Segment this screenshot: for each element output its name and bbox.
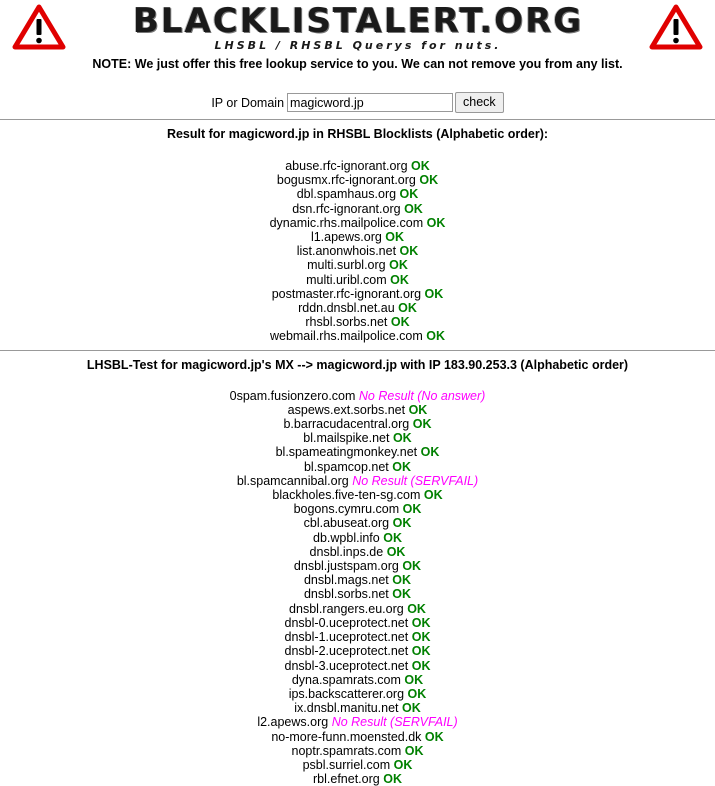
list-item <box>0 445 715 459</box>
blocklist-name: ips.backscatterer.org <box>288 686 405 701</box>
status-ok: OK <box>401 701 421 716</box>
blocklist-name: webmail.rhs.mailpolice.com <box>269 329 423 344</box>
blocklist-name: bogons.cymru.com <box>293 502 400 517</box>
status-ok: OK <box>390 315 410 330</box>
status-ok: OK <box>404 672 424 687</box>
status-ok: OK <box>411 630 431 645</box>
list-item <box>0 616 715 630</box>
lookup-form <box>0 92 715 114</box>
blocklist-name: bogusmx.rfc-ignorant.org <box>276 173 416 188</box>
warning-icon <box>12 4 66 50</box>
blocklist-name: dyna.spamrats.com <box>291 672 401 687</box>
status-ok: OK <box>383 530 402 545</box>
list-item <box>0 431 715 445</box>
blocklist-name: noptr.spamrats.com <box>291 743 402 758</box>
list-item <box>0 329 715 343</box>
blocklist-name: l1.apews.org <box>310 230 382 245</box>
blocklist-name: multi.uribl.com <box>306 272 387 287</box>
blocklist-name: dbl.spamhaus.org <box>296 187 397 202</box>
status-ok: OK <box>399 187 419 202</box>
rhsbl-title: Result for magicword.jp in RHSBL Blocklists (Alphabetic order): <box>166 127 549 141</box>
blocklist-name: ix.dnsbl.manitu.net <box>294 701 399 716</box>
list-item <box>0 502 715 516</box>
blocklist-name: no-more-funn.moensted.dk <box>271 729 422 744</box>
list-item <box>0 644 715 658</box>
status-ok: OK <box>390 272 409 287</box>
list-item <box>0 258 715 272</box>
list-item <box>0 659 715 673</box>
list-item <box>0 687 715 701</box>
lhsbl-result-list <box>0 389 715 786</box>
blocklist-name: db.wpbl.info <box>313 530 380 545</box>
blocklist-name: aspews.ext.sorbs.net <box>287 402 406 417</box>
blocklist-name: bl.mailspike.net <box>303 431 390 446</box>
list-item <box>0 474 715 488</box>
list-item <box>0 403 715 417</box>
list-item <box>0 216 715 230</box>
status-ok: OK <box>411 159 430 173</box>
blocklist-name: b.barracudacentral.org <box>283 417 410 432</box>
status-ok: OK <box>426 215 446 230</box>
status-ok: OK <box>392 459 411 474</box>
status-ok: OK <box>412 417 432 432</box>
status-ok: OK <box>411 615 431 630</box>
list-item <box>0 301 715 315</box>
logo-subtitle: LHSBL / RHSBL Querys for nuts. <box>214 39 502 52</box>
warning-icon <box>649 4 703 50</box>
blocklist-name: rbl.efnet.org <box>313 772 380 786</box>
blocklist-name: dnsbl.mags.net <box>303 573 389 588</box>
blocklist-name: dnsbl-1.uceprotect.net <box>284 630 409 645</box>
list-item <box>0 559 715 573</box>
divider <box>0 119 715 120</box>
blocklist-name: cbl.abuseat.org <box>303 516 390 531</box>
blocklist-name: dnsbl.rangers.eu.org <box>289 601 404 616</box>
blocklist-name: dnsbl-0.uceprotect.net <box>284 615 409 630</box>
status-no-result: No Result (SERVFAIL) <box>352 473 479 488</box>
list-item <box>0 187 715 201</box>
status-ok: OK <box>392 431 412 446</box>
blocklist-name: postmaster.rfc-ignorant.org <box>271 286 422 301</box>
status-ok: OK <box>408 402 428 417</box>
blocklist-name: bl.spamcop.net <box>303 459 389 474</box>
blocklist-name: multi.surbl.org <box>307 258 386 273</box>
blocklist-name: bl.spameatingmonkey.net <box>275 445 418 460</box>
blocklist-name: dsn.rfc-ignorant.org <box>292 201 401 216</box>
status-ok: OK <box>399 244 419 259</box>
status-ok: OK <box>385 230 405 245</box>
status-ok: OK <box>426 329 446 344</box>
blocklist-name: 0spam.fusionzero.com <box>229 388 356 403</box>
status-no-result: No Result (SERVFAIL) <box>331 715 458 730</box>
check-button[interactable]: check <box>455 92 504 113</box>
status-ok: OK <box>393 757 413 772</box>
status-ok: OK <box>392 516 412 531</box>
list-item <box>0 488 715 502</box>
list-item <box>0 273 715 287</box>
status-ok: OK <box>402 502 422 517</box>
notice-text: NOTE: We just offer this free lookup service to you. We can not remove you from any list. <box>92 57 623 71</box>
blocklist-name: dnsbl-2.uceprotect.net <box>284 644 409 659</box>
list-item <box>0 730 715 744</box>
status-ok: OK <box>424 729 444 744</box>
list-item <box>0 630 715 644</box>
status-ok: OK <box>402 559 422 574</box>
status-ok: OK <box>424 286 444 301</box>
blocklist-name: dynamic.rhs.mailpolice.com <box>269 215 424 230</box>
status-ok: OK <box>407 601 426 616</box>
status-ok: OK <box>423 488 443 503</box>
status-ok: OK <box>404 743 424 758</box>
list-item <box>0 389 715 403</box>
blocklist-name: bl.spamcannibal.org <box>236 473 349 488</box>
blocklist-name: dnsbl.inps.de <box>309 544 384 559</box>
list-item <box>0 587 715 601</box>
list-item <box>0 673 715 687</box>
status-ok: OK <box>411 644 431 659</box>
status-no-result: No Result (No answer) <box>358 388 486 403</box>
status-ok: OK <box>392 587 411 602</box>
status-ok: OK <box>411 658 431 673</box>
list-item <box>0 287 715 301</box>
blocklist-name: list.anonwhois.net <box>296 244 397 259</box>
status-ok: OK <box>420 445 440 460</box>
divider <box>0 350 715 351</box>
ip-domain-label: IP or Domain <box>211 95 285 110</box>
status-ok: OK <box>398 301 417 316</box>
list-item <box>0 744 715 758</box>
list-item <box>0 701 715 715</box>
site-logo[interactable] <box>88 3 628 52</box>
list-item <box>0 531 715 545</box>
status-ok: OK <box>383 772 402 786</box>
blocklist-name: rddn.dnsbl.net.au <box>298 301 395 316</box>
list-item <box>0 573 715 587</box>
status-ok: OK <box>404 201 423 216</box>
blocklist-name: rhsbl.sorbs.net <box>305 315 388 330</box>
list-item <box>0 417 715 431</box>
blocklist-name: abuse.rfc-ignorant.org <box>285 159 408 173</box>
list-item <box>0 244 715 258</box>
rhsbl-result-list <box>0 159 715 344</box>
list-item <box>0 230 715 244</box>
list-item <box>0 202 715 216</box>
status-ok: OK <box>407 686 427 701</box>
list-item <box>0 315 715 329</box>
list-item <box>0 516 715 530</box>
list-item <box>0 545 715 559</box>
status-ok: OK <box>419 173 439 188</box>
blocklist-name: dnsbl-3.uceprotect.net <box>284 658 409 673</box>
list-item <box>0 715 715 729</box>
list-item <box>0 173 715 187</box>
status-ok: OK <box>392 573 411 588</box>
status-ok: OK <box>389 258 408 273</box>
site-header <box>0 0 715 54</box>
blocklist-name: blackholes.five-ten-sg.com <box>272 488 421 503</box>
blocklist-name: dnsbl.sorbs.net <box>303 587 389 602</box>
logo-title: BLACKLISTALERT.ORG <box>132 1 584 41</box>
list-item <box>0 460 715 474</box>
blocklist-name: dnsbl.justspam.org <box>293 559 399 574</box>
status-ok: OK <box>386 544 406 559</box>
ip-domain-input[interactable] <box>287 93 453 112</box>
list-item <box>0 758 715 772</box>
blocklist-name: l2.apews.org <box>257 715 329 730</box>
lhsbl-title: LHSBL-Test for magicword.jp's MX --> magicword.jp with IP 183.90.253.3 (Alphabetic order) <box>86 357 629 372</box>
blocklist-name: psbl.surriel.com <box>302 757 391 772</box>
list-item <box>0 159 715 173</box>
list-item <box>0 602 715 616</box>
list-item <box>0 772 715 786</box>
